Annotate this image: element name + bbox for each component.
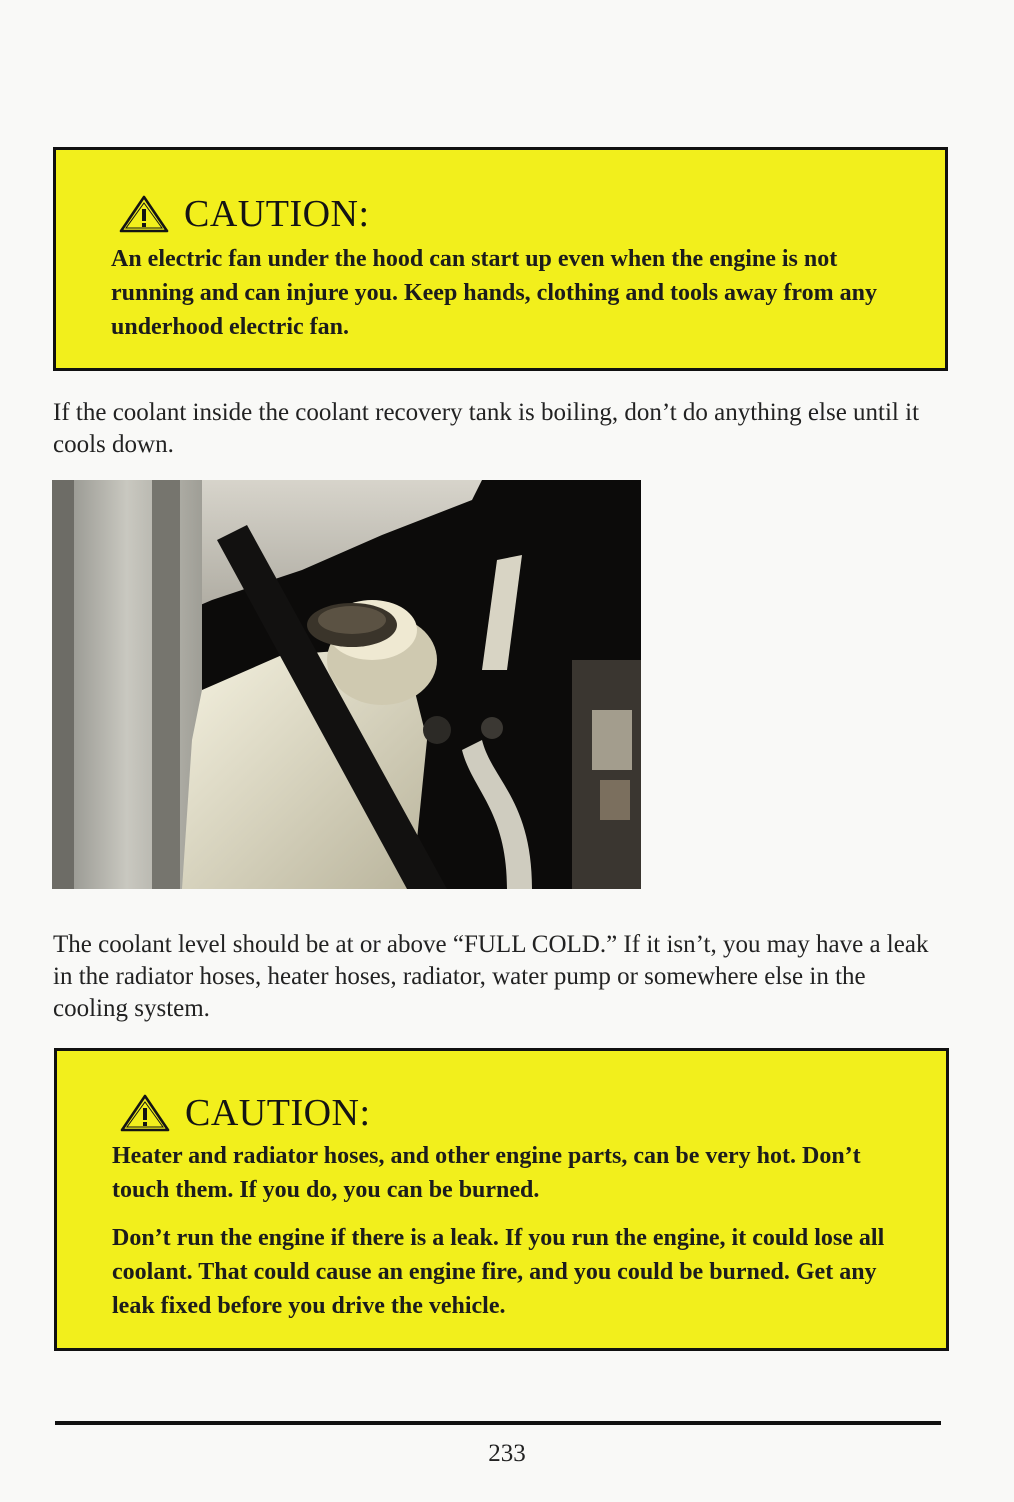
caution-box-fan — [53, 147, 948, 371]
coolant-boiling-paragraph: If the coolant inside the coolant recovery tank is boiling, don’t do anything else until it cools down. — [53, 399, 920, 458]
caution-heading-text: CAUTION: — [185, 1092, 371, 1134]
caution-text: An electric fan under the hood can start up even when the engine is not running and can injure you. Keep hands, clothing and tools away from any underhood electric fan. — [111, 246, 877, 340]
coolant-level-paragraph: The coolant level should be at or above “FULL COLD.” If it isn’t, you may have a leak in the radiator hoses, heater hoses, radiator, water pump or somewhere else in the cooling system. — [53, 931, 929, 1022]
caution-text-hot-parts: Heater and radiator hoses, and other engine parts, can be very hot. Don’t touch them. If you do, you can be burned. — [112, 1143, 861, 1203]
caution-box-hoses — [54, 1048, 949, 1351]
footer-rule — [55, 1421, 941, 1425]
warning-triangle-icon — [118, 194, 170, 234]
caution-heading — [118, 192, 370, 236]
warning-triangle-icon — [119, 1093, 171, 1133]
engine-compartment-illustration — [52, 480, 641, 889]
coolant-recovery-tank-photo — [52, 480, 641, 889]
caution-heading — [119, 1091, 371, 1135]
caution-text-leak: Don’t run the engine if there is a leak. If you run the engine, it could lose all coolant. That could cause an engine fire, and you could be burned. Get any leak fixed before you drive the vehicle. — [112, 1225, 885, 1319]
page-number: 233 — [488, 1440, 526, 1467]
caution-heading-text: CAUTION: — [184, 193, 370, 235]
